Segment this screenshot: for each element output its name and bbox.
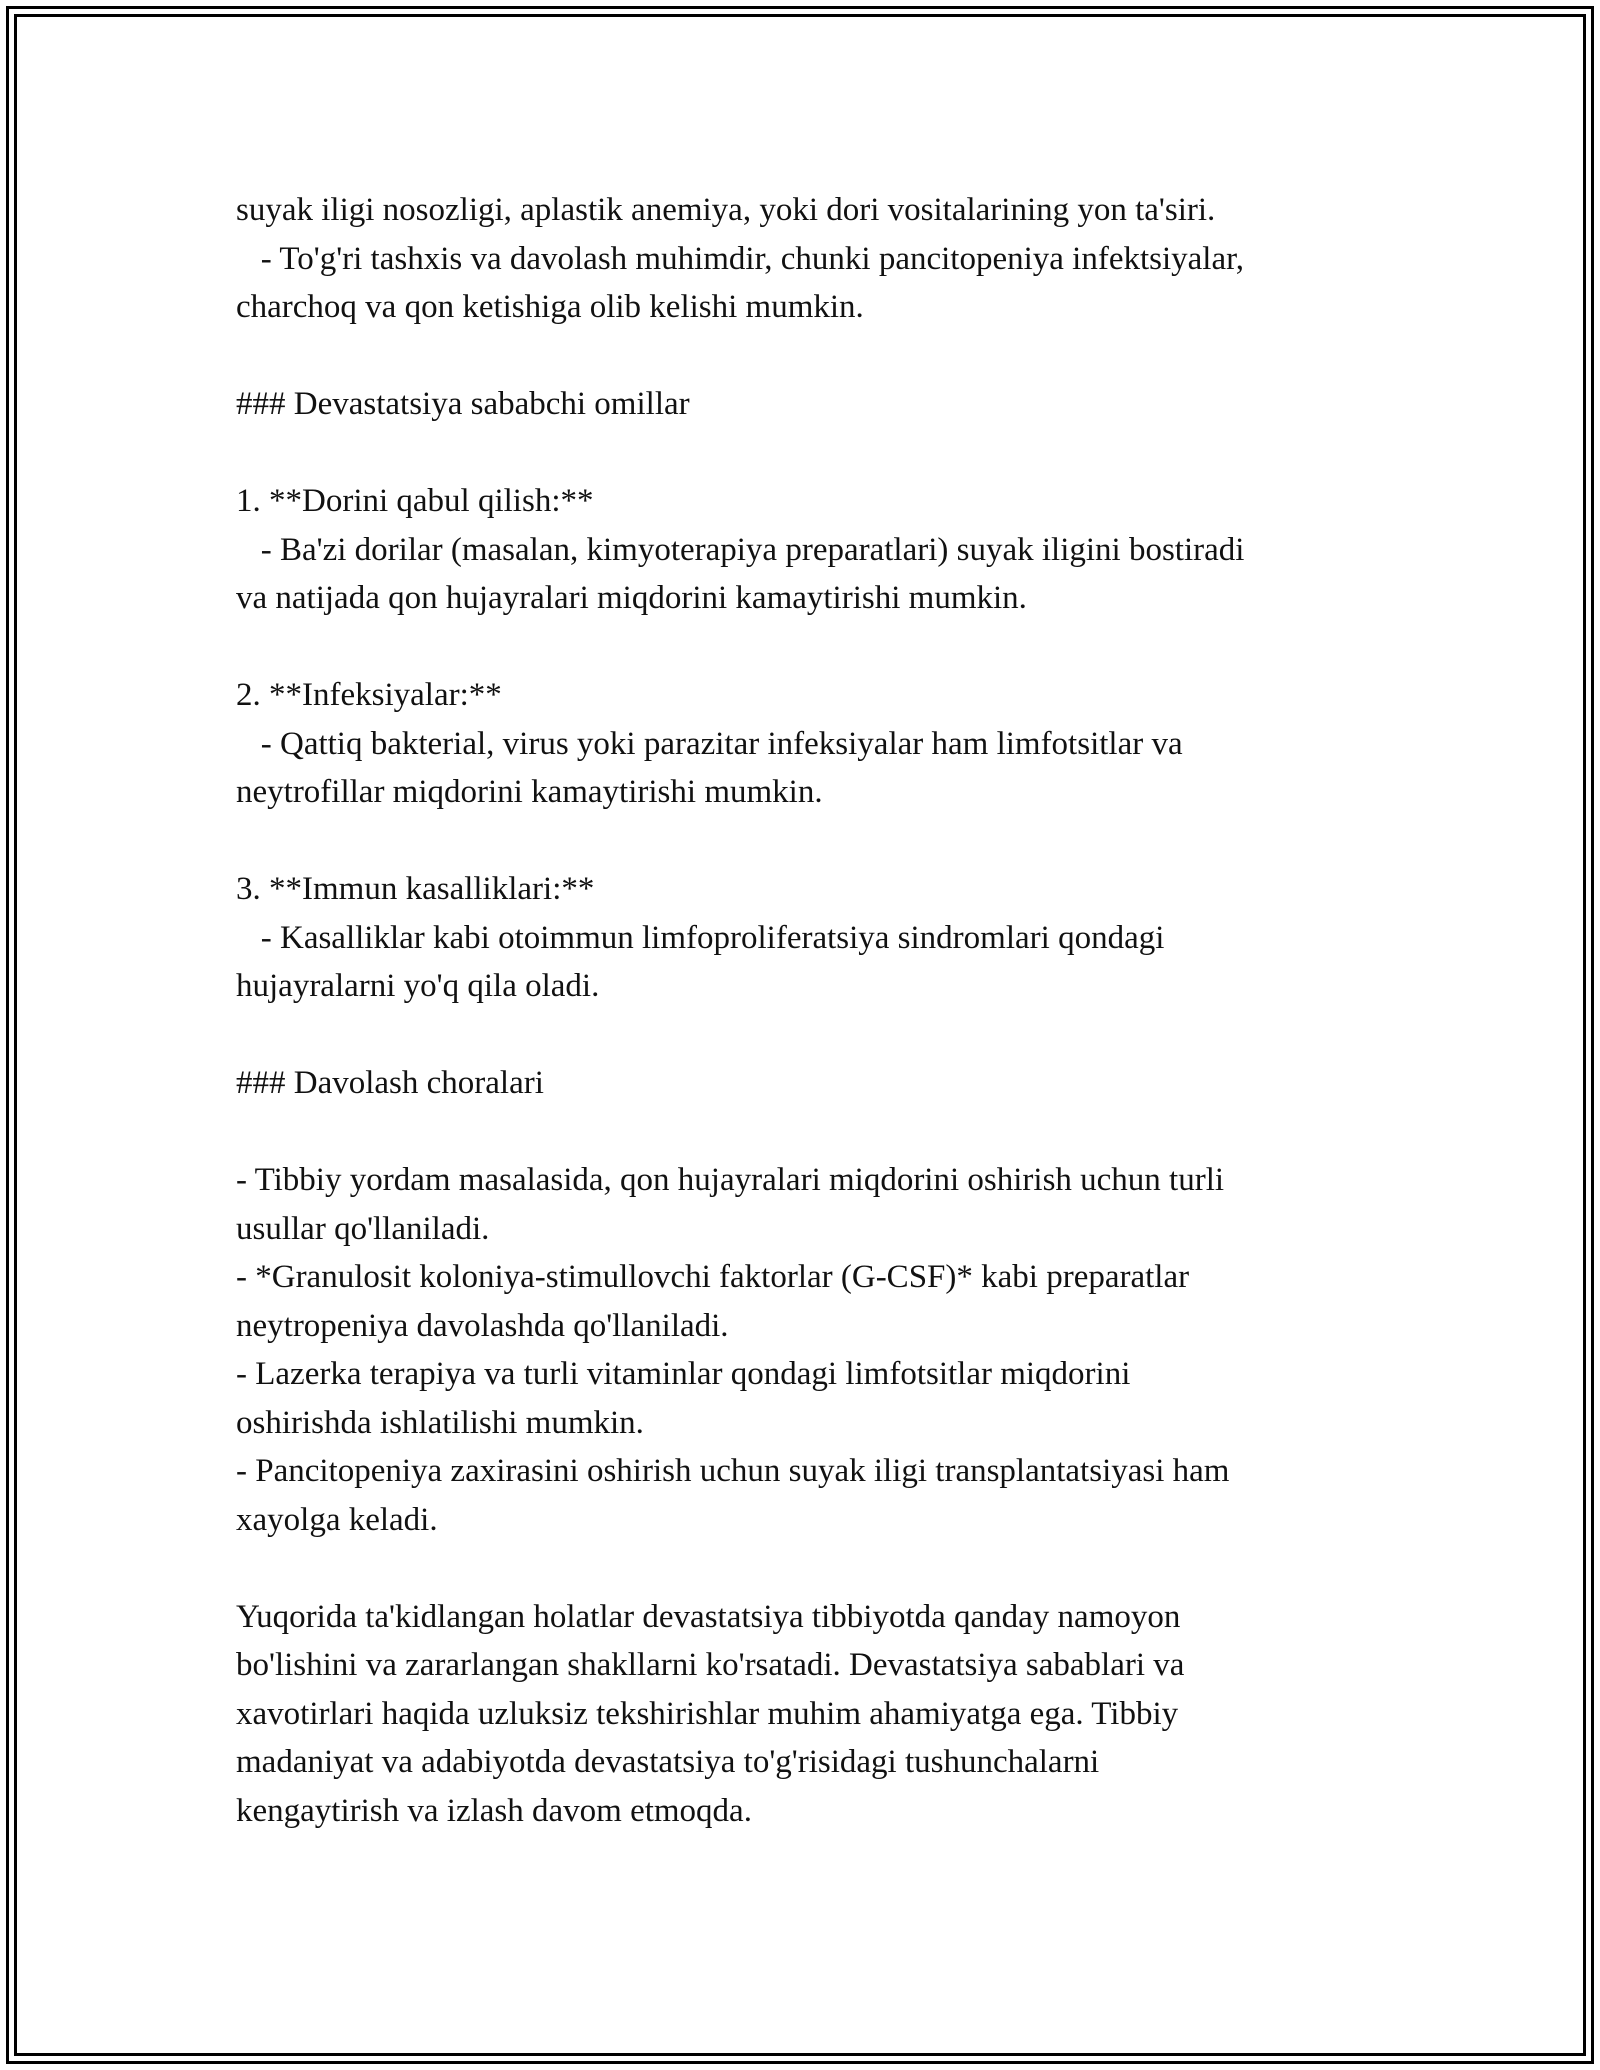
text-line: neytropeniya davolashda qo'llaniladi. xyxy=(236,1307,729,1344)
bullet-line: - Pancitopeniya zaxirasini oshirish uchun suyak iligi transplantatsiyasi ham xyxy=(236,1453,1230,1489)
text-line: xayolga keladi. xyxy=(236,1501,438,1538)
blank-line xyxy=(236,1108,1376,1157)
bullet-line: - Lazerka terapiya va turli vitaminlar qondagi limfotsitlar miqdorini xyxy=(236,1356,1131,1392)
blank-line xyxy=(236,817,1376,866)
list-item-heading: 1. **Dorini qabul qilish:** xyxy=(236,483,594,519)
text-line: - Kasalliklar kabi otoimmun limfoproliferatsiya sindromlari qondagi xyxy=(236,919,1165,956)
list-item-heading: 3. **Immun kasalliklari:** xyxy=(236,871,595,907)
text-line: oshirishda ishlatilishi mumkin. xyxy=(236,1404,644,1441)
text-line: - To'g'ri tashxis va davolash muhimdir, chunki pancitopeniya infektsiyalar, xyxy=(236,240,1245,277)
blank-line xyxy=(236,1011,1376,1060)
section-heading-causes: ### Devastatsiya sababchi omillar xyxy=(236,386,690,422)
text-line: neytrofillar miqdorini kamaytirishi mumkin. xyxy=(236,774,823,810)
conclusion-line: bo'lishini va zararlangan shakllarni ko'rsatadi. Devastatsiya sabablari va xyxy=(236,1647,1185,1683)
conclusion-line: Yuqorida ta'kidlangan holatlar devastatsiya tibbiyotda qanday namoyon xyxy=(236,1598,1181,1635)
blank-line xyxy=(236,623,1376,672)
text-line: suyak iligi nosozligi, aplastik anemiya, yoki dori vositalarining yon ta'siri. xyxy=(236,192,1216,228)
conclusion-line: xavotirlari haqida uzluksiz tekshirishlar muhim ahamiyatga ega. Tibbiy xyxy=(236,1695,1179,1732)
text-line: - Ba'zi dorilar (masalan, kimyoterapiya preparatlari) suyak iligini bostiradi xyxy=(236,531,1245,568)
blank-line xyxy=(236,1544,1376,1593)
blank-line xyxy=(236,429,1376,478)
bullet-line: - Tibbiy yordam masalasida, qon hujayralari miqdorini oshirish uchun turli xyxy=(236,1162,1225,1198)
text-line: - Qattiq bakterial, virus yoki parazitar infeksiyalar ham limfotsitlar va xyxy=(236,725,1183,762)
text-line: hujayralarni yo'q qila oladi. xyxy=(236,968,600,1004)
text-line: va natijada qon hujayralari miqdorini kamaytirishi mumkin. xyxy=(236,580,1027,616)
list-item-heading: 2. **Infeksiyalar:** xyxy=(236,677,502,713)
conclusion-line: kengaytirish va izlash davom etmoqda. xyxy=(236,1792,752,1829)
text-line: charchoq va qon ketishiga olib kelishi mumkin. xyxy=(236,289,864,325)
conclusion-line: madaniyat va adabiyotda devastatsiya to'g'risidagi tushunchalarni xyxy=(236,1744,1100,1780)
text-line: usullar qo'llaniladi. xyxy=(236,1210,490,1247)
bullet-line: - *Granulosit koloniya-stimullovchi faktorlar (G-CSF)* kabi preparatlar xyxy=(236,1259,1190,1295)
section-heading-treatment: ### Davolash choralari xyxy=(236,1065,544,1101)
blank-line xyxy=(236,332,1376,381)
document-body xyxy=(236,186,1376,1835)
